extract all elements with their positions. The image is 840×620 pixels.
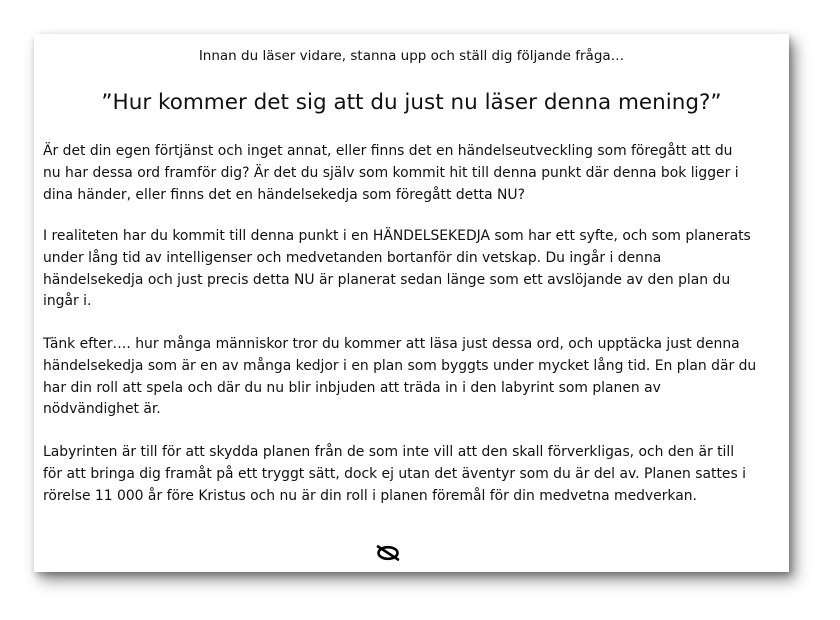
paragraph-line: för att bringa dig framåt på ett tryggt sätt, dock ej utan det äventyr som du är del av. Planen sattes i [43, 465, 746, 482]
paragraph-line: Labyrinten är till för att skydda planen från de som inte vill att den skall förverkligas, och den är till [43, 444, 735, 460]
document-page [34, 34, 789, 572]
labyrinth-symbol-icon [375, 544, 401, 562]
question-heading: ”Hur kommer det sig att du just nu läser denna mening?” [101, 90, 722, 115]
paragraph-line: nödvändighet är. [43, 401, 161, 418]
paragraph-1 [43, 141, 783, 206]
paragraph-line: I realiteten har du kommit till denna punkt i en HÄNDELSEKEDJA som har ett syfte, och som planerats [43, 228, 751, 244]
paragraph-line: har din roll att spela och där du nu blir inbjuden att träda in i den labyrint som planen av [43, 379, 661, 396]
paragraph-line: Tänk efter…. hur många människor tror du kommer att läsa just dessa ord, och upptäcka just denna [43, 336, 740, 352]
paragraph-3 [43, 334, 783, 421]
paragraph-line: händelsekedja som är en av många kedjor i en plan som byggts under mycket lång tid. En plan där du [43, 357, 757, 374]
paragraph-4 [43, 442, 783, 507]
paragraph-line: ingår i. [43, 293, 92, 310]
paragraph-line: nu har dessa ord framför dig? Är det du själv som kommit hit till denna punkt där denna bok ligger i [43, 164, 739, 181]
paragraph-line: under lång tid av intelligenser och medvetanden bortanför din vetskap. Du ingår i denna [43, 249, 662, 266]
intro-text: Innan du läser vidare, stanna upp och ställ dig följande fråga… [198, 48, 625, 64]
paragraph-line: dina händer, eller finns det en händelsekedja som föregått detta NU? [43, 186, 525, 203]
paragraph-line: rörelse 11 000 år före Kristus och nu är din roll i planen föremål för din medvetna medverkan. [43, 487, 697, 504]
paragraph-line: händelsekedja och just precis detta NU är planerat sedan länge som ett avslöjande av den plan du [43, 271, 731, 288]
paragraph-line: Är det din egen förtjänst och inget annat, eller finns det en händelseutveckling som föregått att du [43, 143, 733, 159]
paragraph-2 [43, 226, 783, 313]
